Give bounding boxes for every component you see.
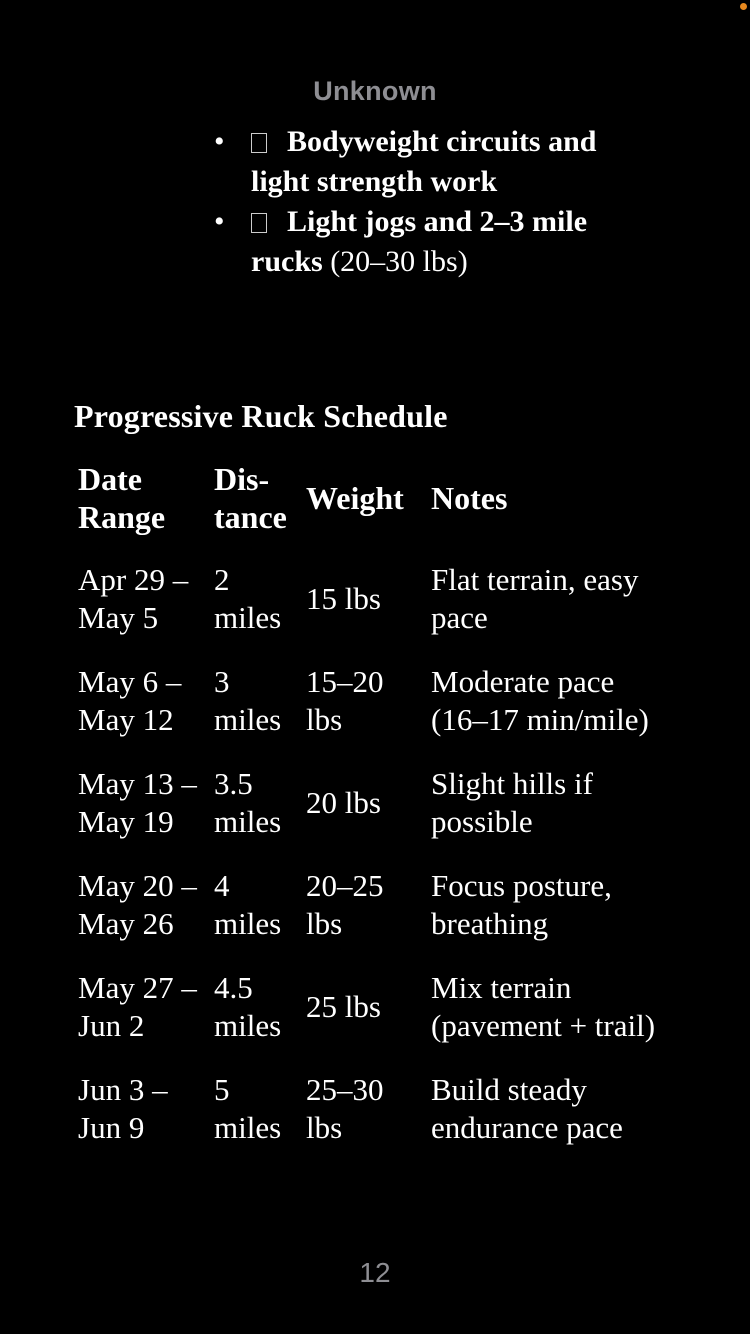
notes-cell: Flat terrain, easy pace xyxy=(431,562,639,635)
weight-cell: 25 lbs xyxy=(306,989,381,1024)
notes-cell: Moderate pace (16–17 min/mile) xyxy=(431,664,649,737)
bullet-dot: • xyxy=(214,205,225,238)
bullet-bold-text: Light jogs and 2–3 mile rucks xyxy=(251,205,588,278)
distance-cell: 3 miles xyxy=(214,664,282,737)
table-row xyxy=(74,964,674,1066)
checkbox-icon xyxy=(251,213,267,233)
bullet-text: (20–30 lbs) xyxy=(322,245,468,278)
table-row xyxy=(74,1066,674,1168)
date-range-cell: Apr 29 – May 5 xyxy=(78,562,189,635)
column-header-weight: Weight xyxy=(306,480,404,516)
notes-cell: Focus posture, breathing xyxy=(431,868,612,941)
book-title[interactable]: Unknown xyxy=(313,76,437,106)
distance-cell: 3.5 miles xyxy=(214,766,282,839)
date-range-cell: Jun 3 – Jun 9 xyxy=(78,1072,168,1145)
section-heading: Progressive Ruck Schedule xyxy=(74,398,448,434)
column-header-distance: Dis-tance xyxy=(214,461,287,535)
table-row xyxy=(74,556,674,658)
table-header-row xyxy=(74,458,674,556)
date-range-cell: May 6 – May 12 xyxy=(78,664,182,737)
page-number: 12 xyxy=(359,1257,391,1288)
bullet-dot: • xyxy=(214,125,225,158)
notes-cell: Build steady endurance pace xyxy=(431,1072,623,1145)
bullet-item xyxy=(210,202,650,282)
weight-cell: 20 lbs xyxy=(306,785,381,820)
ruck-schedule-table xyxy=(74,458,674,1168)
distance-cell: 4.5 miles xyxy=(214,970,282,1043)
distance-cell: 5 miles xyxy=(214,1072,282,1145)
distance-cell: 2 miles xyxy=(214,562,282,635)
date-range-cell: May 27 – Jun 2 xyxy=(78,970,197,1043)
date-range-cell: May 20 – May 26 xyxy=(78,868,197,941)
bullet-item xyxy=(210,122,650,202)
weight-cell: 15 lbs xyxy=(306,581,381,616)
bullet-list xyxy=(210,122,650,282)
table-row xyxy=(74,862,674,964)
checkbox-icon xyxy=(251,133,267,153)
weight-cell: 15–20 lbs xyxy=(306,664,384,737)
distance-cell: 4 miles xyxy=(214,868,282,941)
table-row xyxy=(74,760,674,862)
table-row xyxy=(74,658,674,760)
bullet-bold-text: Bodyweight circuits and light strength work xyxy=(251,125,597,198)
status-indicator-dot xyxy=(740,3,747,10)
column-header-date-range: Date Range xyxy=(78,461,166,535)
column-header-notes: Notes xyxy=(431,480,508,516)
weight-cell: 25–30 lbs xyxy=(306,1072,384,1145)
date-range-cell: May 13 – May 19 xyxy=(78,766,197,839)
notes-cell: Mix terrain (pavement + trail) xyxy=(431,970,656,1043)
weight-cell: 20–25 lbs xyxy=(306,868,384,941)
notes-cell: Slight hills if possible xyxy=(431,766,593,839)
